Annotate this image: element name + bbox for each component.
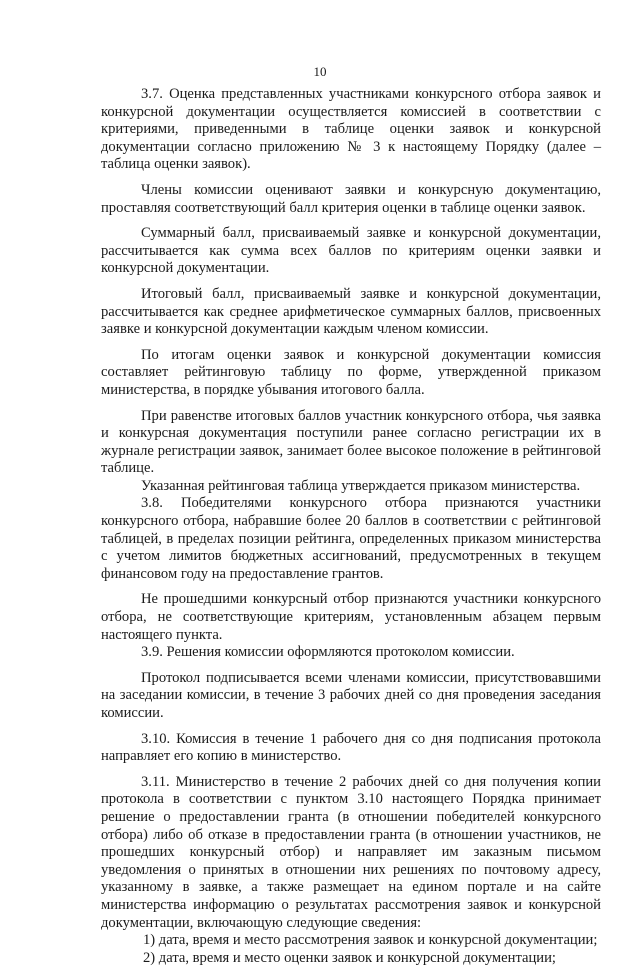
paragraph-commission-evaluation: Члены комиссии оценивают заявки и конкурсную документацию, проставляя соответствующий балл критерия оценки в таблице оценки заявок.	[101, 181, 601, 216]
document-body	[101, 86, 601, 967]
paragraph-3-11: 3.11. Министерство в течение 2 рабочих дней со дня получения копии протокола в соответствии с пунктом 3.10 настоящего Порядка принимает решение о предоставлении гранта (в отношении победителей конкурсного отбора) либо об отказе в предоставлении гранта (в отношении участников, не прошедших конкурсный отбор) и направляет им заказным письмом уведомления о принятых в отношении них решениях по почтовому адресу, указанному в заявке, а также размещает на едином портале и на сайте министерства информацию о результатах рассмотрения заявок и конкурсной документации, включающую следующие сведения:	[101, 773, 601, 931]
paragraph-3-8: 3.8. Победителями конкурсного отбора признаются участники конкурсного отбора, набравшие более 20 баллов в соответствии с рейтинговой таблицей, в пределах позиции рейтинга, определенных приказом министерства с учетом лимитов бюджетных ассигнований, предусмотренных в текущем финансовом году на предоставление грантов.	[101, 495, 601, 582]
paragraph-rating-approval: Указанная рейтинговая таблица утверждается приказом министерства.	[141, 477, 581, 494]
list-item-2: 2) дата, время и место оценки заявок и конкурсной документации;	[143, 949, 556, 966]
paragraph-3-7: 3.7. Оценка представленных участниками конкурсного отбора заявок и конкурсной документации осуществляется комиссией в соответствии с критериями, приведенными в таблице оценки заявок и конкурсной документации согласно приложению № 3 к настоящему Порядку (далее – таблица оценки заявок).	[101, 86, 601, 173]
paragraph-not-passed: Не прошедшими конкурсный отбор признаются участники конкурсного отбора, не соответствующие критериям, установленным абзацем первым настоящего пункта.	[101, 591, 601, 643]
paragraph-3-9: 3.9. Решения комиссии оформляются протоколом комиссии.	[141, 644, 515, 661]
paragraph-3-10: 3.10. Комиссия в течение 1 рабочего дня со дня подписания протокола направляет его копию в министерство.	[101, 730, 601, 765]
list-item-1: 1) дата, время и место рассмотрения заявок и конкурсной документации;	[143, 932, 598, 949]
paragraph-total-score: Суммарный балл, присваиваемый заявке и конкурсной документации, рассчитывается как сумма всех баллов по критериям оценки заявки и конкурсной документации.	[101, 225, 601, 277]
paragraph-equal-scores: При равенстве итоговых баллов участник конкурсного отбора, чья заявка и конкурсная документация поступили ранее согласно регистрации их в журнале регистрации заявок, занимает более высокое положение в рейтинговой таблице.	[101, 407, 601, 477]
paragraph-final-score: Итоговый балл, присваиваемый заявке и конкурсной документации, рассчитывается как среднее арифметическое суммарных баллов, присвоенных заявке и конкурсной документации каждым членом комиссии.	[101, 285, 601, 338]
page-number: 10	[313, 64, 327, 79]
paragraph-rating-table: По итогам оценки заявок и конкурсной документации комиссия составляет рейтинговую таблицу по форме, утвержденной приказом министерства, в порядке убывания итогового балла.	[101, 346, 601, 398]
paragraph-protocol-signing: Протокол подписывается всеми членами комиссии, присутствовавшими на заседании комиссии, в течение 3 рабочих дней со дня проведения заседания комиссии.	[101, 669, 601, 721]
